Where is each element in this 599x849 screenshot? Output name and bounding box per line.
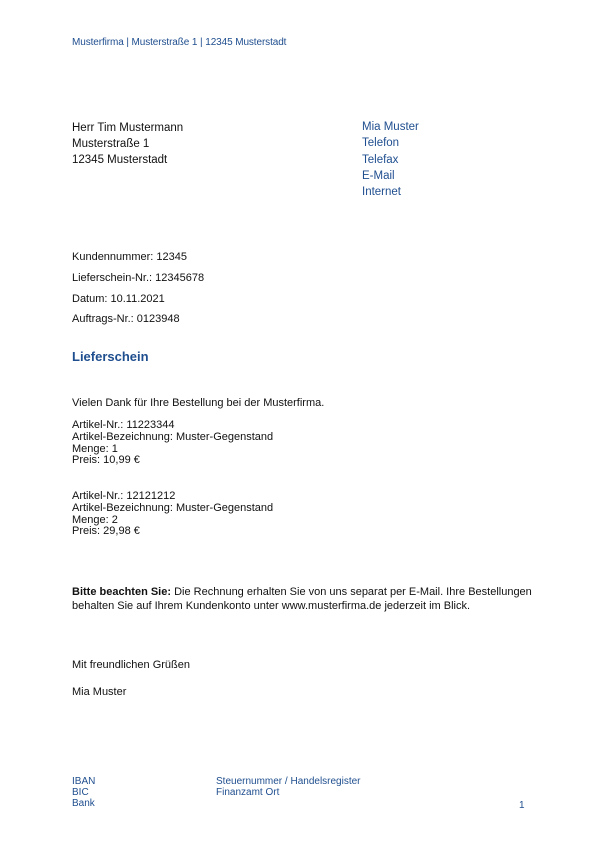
signer-name: Mia Muster — [72, 686, 127, 698]
item-article-number: Artikel-Nr.: 12121212 — [72, 490, 176, 502]
contact-internet-label: Internet — [362, 186, 401, 199]
item-price: Preis: 29,98 € — [72, 525, 140, 538]
recipient-address — [72, 120, 183, 168]
document-date: Datum: 10.11.2021 — [72, 292, 165, 305]
item-price: Preis: 10,99 € — [72, 454, 140, 467]
footer-bank-block — [72, 776, 95, 809]
footer-tax-block — [216, 776, 361, 798]
footer-tax-label: Steuernummer / Handelsregister — [216, 776, 361, 787]
item-description: Artikel-Bezeichnung: Muster-Gegenstand — [72, 501, 274, 514]
item-description: Artikel-Bezeichnung: Muster-Gegenstand — [72, 430, 274, 443]
notice-text: Die Rechnung erhalten Sie von uns separat per E-Mail. Ihre Bestellungen behalten Sie auf Ihrem Kundenkonto unter www.musterfirma.de jederzeit im Blick. — [72, 586, 532, 612]
item-article-number: Artikel-Nr.: 11223344 — [72, 419, 175, 431]
customer-number: Kundennummer: 12345 — [72, 251, 187, 263]
footer-tax-office: Finanzamt Ort — [216, 787, 280, 798]
footer-bank-label: Bank — [72, 798, 95, 809]
sender-return-address: Musterfirma | Musterstraße 1 | 12345 Musterstadt — [72, 37, 287, 48]
notice-paragraph — [72, 585, 542, 613]
thanks-text: Vielen Dank für Ihre Bestellung bei der Musterfirma. — [72, 397, 325, 409]
document-meta — [72, 247, 204, 330]
contact-block — [362, 119, 419, 200]
item-quantity: Menge: 1 — [72, 442, 118, 455]
page-number: 1 — [519, 800, 525, 811]
line-item — [72, 491, 273, 538]
item-quantity: Menge: 2 — [72, 513, 118, 526]
contact-fax-label: Telefax — [362, 153, 399, 166]
footer-iban-label: IBAN — [72, 776, 96, 787]
recipient-city: 12345 Musterstadt — [72, 154, 168, 166]
document-title: Lieferschein — [72, 349, 149, 364]
line-item — [72, 420, 273, 467]
contact-phone-label: Telefon — [362, 137, 400, 150]
delivery-note-number: Lieferschein-Nr.: 12345678 — [72, 271, 205, 284]
notice-label: Bitte beachten Sie: — [72, 586, 172, 598]
recipient-street: Musterstraße 1 — [72, 138, 150, 150]
contact-email-label: E-Mail — [362, 169, 395, 182]
footer-bic-label: BIC — [72, 787, 89, 798]
contact-name: Mia Muster — [362, 121, 419, 133]
recipient-name: Herr Tim Mustermann — [72, 122, 184, 134]
order-number: Auftrags-Nr.: 0123948 — [72, 313, 180, 326]
closing-greeting: Mit freundlichen Grüßen — [72, 659, 190, 671]
